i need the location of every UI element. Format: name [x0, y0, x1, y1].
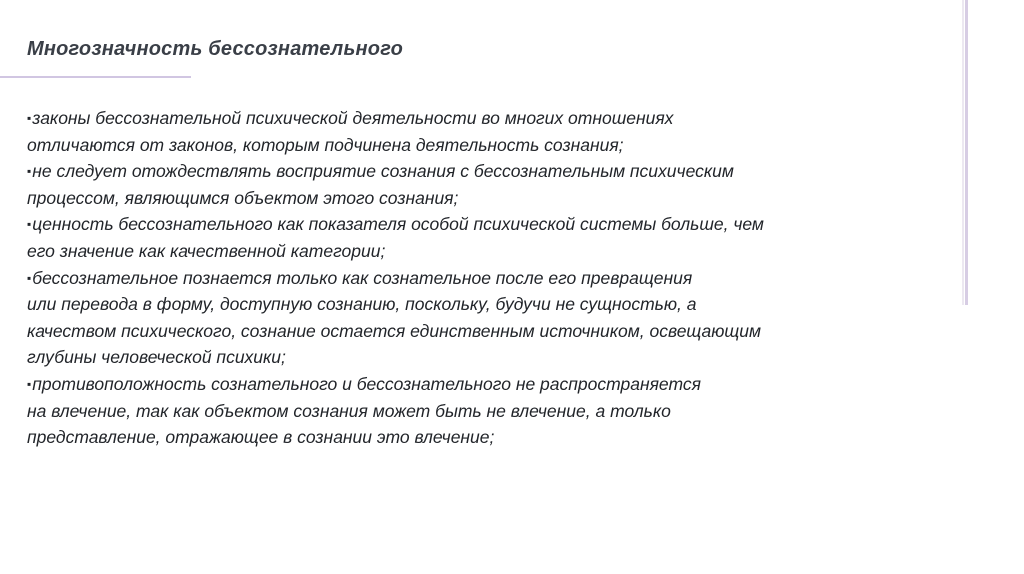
bullet-list — [27, 105, 947, 451]
bullet-icon: ▪ — [27, 217, 32, 232]
bullet-icon: ▪ — [27, 111, 32, 125]
bullet-item — [27, 265, 947, 371]
decorative-side-line — [965, 0, 968, 305]
bullet-text: не следует отождествлять восприятие сознания с бессознательным психическим — [32, 161, 734, 182]
slide-title: Многозначность бессознательного — [27, 38, 404, 60]
bullet-icon: ▪ — [27, 164, 32, 179]
bullet-line: отличаются от законов, которым подчинена деятельность сознания; — [27, 134, 624, 155]
bullet-line: на влечение, так как объектом сознания может быть не влечение, а только — [27, 400, 671, 421]
bullet-line — [27, 158, 947, 185]
bullet-line: глубины человеческой психики; — [27, 347, 286, 368]
bullet-icon: ▪ — [27, 270, 32, 285]
bullet-line: представление, отражающее в сознании это влечение; — [27, 427, 495, 448]
bullet-line — [27, 371, 947, 398]
bullet-line: или перевода в форму, доступную сознанию, поскольку, будучи не сущностью, а — [27, 294, 697, 315]
bullet-text: противоположность сознательного и бессознательного не распространяется — [32, 373, 701, 394]
title-underline — [0, 76, 191, 78]
bullet-line — [27, 105, 947, 132]
decorative-side-line-thin — [962, 0, 964, 305]
bullet-line: процессом, являющимся объектом этого сознания; — [27, 187, 459, 208]
bullet-line — [27, 211, 947, 238]
bullet-text: бессознательное познается только как сознательное после его превращения — [32, 267, 693, 288]
bullet-text: законы бессознательной психической деятельности во многих отношениях — [32, 108, 674, 128]
bullet-item — [27, 158, 947, 211]
bullet-item — [27, 371, 947, 451]
bullet-text: ценность бессознательного как показателя особой психической системы больше, чем — [32, 214, 764, 235]
bullet-icon: ▪ — [27, 376, 32, 391]
bullet-item — [27, 105, 947, 158]
bullet-line: его значение как качественной категории; — [27, 240, 386, 261]
bullet-line — [27, 265, 947, 292]
bullet-item — [27, 211, 947, 264]
bullet-line: качеством психического, сознание остается единственным источником, освещающим — [27, 320, 762, 341]
